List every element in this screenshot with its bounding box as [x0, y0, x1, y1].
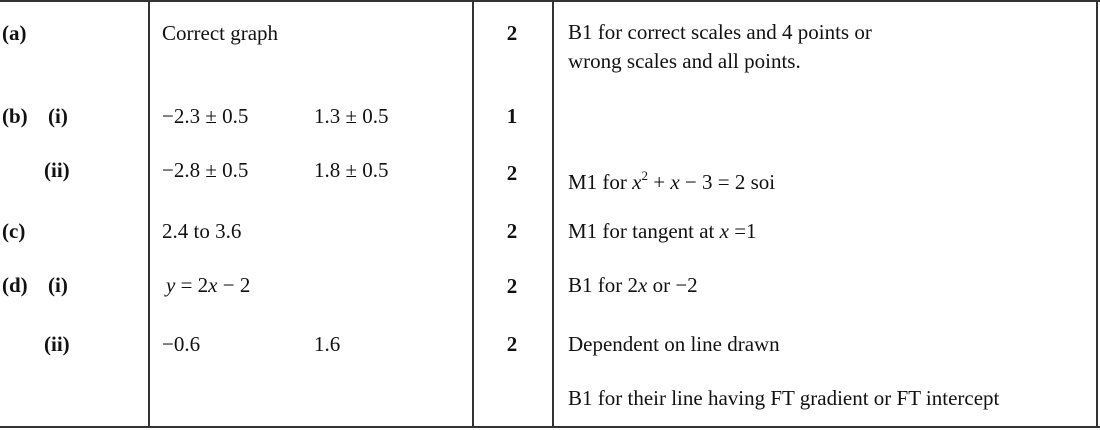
subpart-label: (i) [48, 273, 68, 297]
marks-cell: 1 [506, 104, 518, 128]
part-label: (a) [2, 21, 27, 45]
variable-x: x [670, 170, 680, 194]
table-bottom-border [0, 426, 1100, 428]
guidance-line-1: Dependent on line drawn [568, 332, 780, 356]
table-top-border [0, 0, 1100, 2]
part-label: (c) [2, 219, 26, 243]
column-divider-2 [472, 0, 474, 428]
variable-x: x [638, 273, 648, 297]
guidance-suffix: or −2 [647, 273, 698, 297]
guidance-cell [568, 272, 698, 298]
subpart-label: (ii) [44, 332, 70, 356]
answer-cell: 2.4 to 3.6 [162, 219, 242, 243]
guidance-suffix: − 3 = 2 soi [679, 170, 776, 194]
answer-cell: Correct graph [162, 21, 279, 45]
guidance-prefix: M1 for [568, 170, 633, 194]
column-divider-1 [148, 0, 150, 428]
guidance-line-2: B1 for their line having FT gradient or FT intercept [568, 386, 1000, 410]
table-right-border [1096, 0, 1098, 428]
answer-cell-2: 1.3 ± 0.5 [314, 104, 389, 128]
guidance-cell [568, 163, 775, 195]
variable-y: y [166, 273, 176, 297]
part-label: (b) [2, 104, 28, 128]
answer-cell-1: −0.6 [162, 332, 201, 356]
answer-cell-1: −2.3 ± 0.5 [162, 104, 249, 128]
answer-suffix: − 2 [217, 273, 251, 297]
answer-cell-2: 1.8 ± 0.5 [314, 158, 389, 182]
guidance-prefix: M1 for tangent at [568, 219, 720, 243]
marks-cell: 2 [506, 274, 518, 298]
exponent: 2 [641, 168, 648, 183]
guidance-prefix: B1 for 2 [568, 273, 638, 297]
marks-cell: 2 [506, 332, 518, 356]
marks-cell: 2 [506, 219, 518, 243]
subpart-label: (i) [48, 104, 68, 128]
part-label: (d) [2, 273, 28, 297]
guidance-line-1: B1 for correct scales and 4 points or [568, 20, 872, 44]
answer-cell [166, 272, 250, 298]
guidance-plus: + [648, 170, 671, 194]
answer-cell-2: 1.6 [314, 332, 341, 356]
guidance-suffix: =1 [728, 219, 757, 243]
variable-x: x [632, 170, 642, 194]
subpart-label: (ii) [44, 158, 70, 182]
marks-cell: 2 [506, 161, 518, 185]
marks-cell: 2 [506, 21, 518, 45]
variable-x: x [719, 219, 729, 243]
column-divider-3 [552, 0, 554, 428]
answer-cell-1: −2.8 ± 0.5 [162, 158, 249, 182]
guidance-line-2: wrong scales and all points. [568, 49, 801, 73]
guidance-cell [568, 218, 757, 244]
answer-equals: = 2 [175, 273, 209, 297]
variable-x: x [208, 273, 218, 297]
